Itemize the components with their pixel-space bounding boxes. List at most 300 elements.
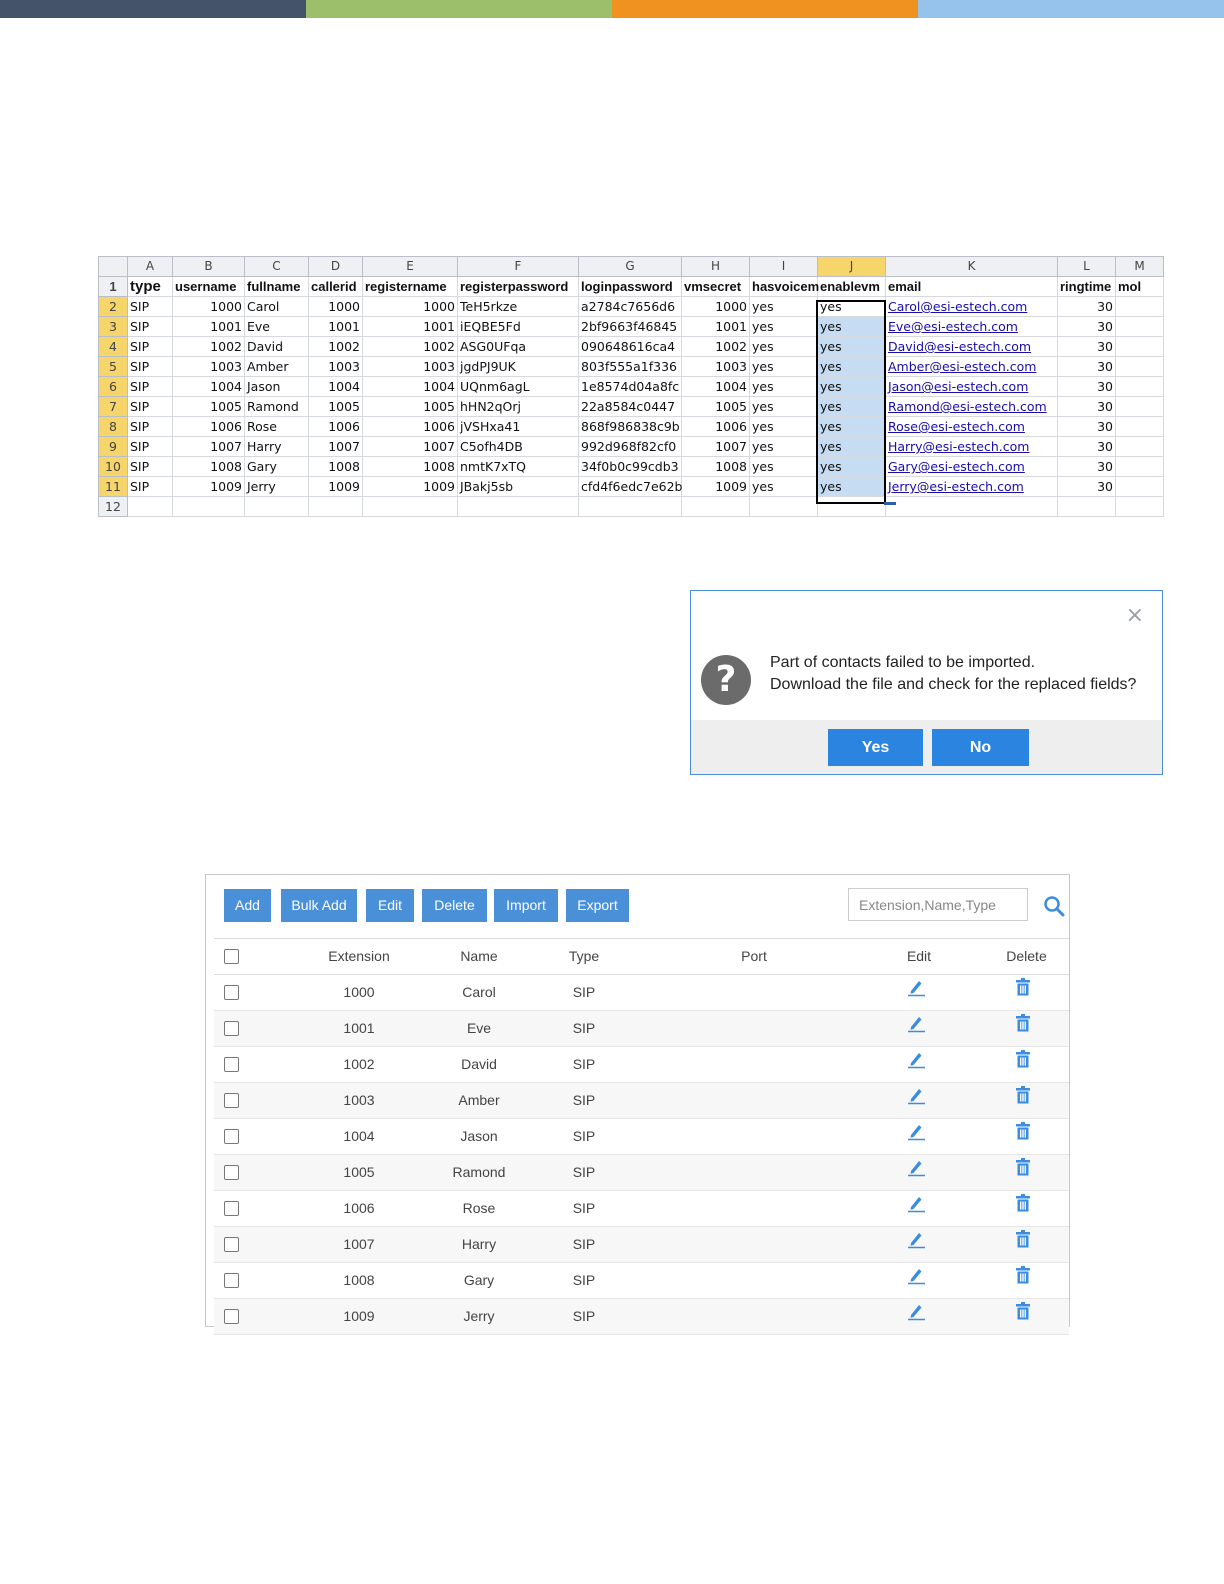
cell-extension: 1005: [343, 1164, 375, 1180]
cell-ringtime[interactable]: 30: [1058, 477, 1116, 497]
cell-hasvoicemail[interactable]: yes: [750, 377, 818, 397]
cell-empty[interactable]: [1116, 297, 1164, 317]
cell-empty[interactable]: [1116, 497, 1164, 517]
cell-email[interactable]: Carol@esi-estech.com: [886, 297, 1058, 317]
cell-fullname[interactable]: Eve: [245, 317, 309, 337]
cell-enablevm[interactable]: yes: [818, 437, 886, 457]
cell-registerpassword[interactable]: JBakj5sb: [458, 477, 579, 497]
cell-name: Ramond: [452, 1164, 506, 1180]
cell-extension: 1003: [343, 1092, 375, 1108]
column-header-l[interactable]: L: [1058, 257, 1116, 277]
cell-callerid[interactable]: 1001: [309, 317, 363, 337]
column-header-f[interactable]: F: [458, 257, 579, 277]
field-header-cell[interactable]: loginpassword: [579, 277, 682, 297]
cell-enablevm[interactable]: yes: [818, 297, 886, 317]
column-header-d[interactable]: D: [309, 257, 363, 277]
field-header-cell[interactable]: fullname: [245, 277, 309, 297]
col-delete: Delete: [1006, 948, 1047, 964]
extension-list-panel: [205, 874, 1070, 1327]
cell-registerpassword[interactable]: jgdPJ9UK: [458, 357, 579, 377]
cell-type[interactable]: SIP: [128, 477, 173, 497]
table-row: [214, 1047, 1069, 1083]
cell-registerpassword[interactable]: nmtK7xTQ: [458, 457, 579, 477]
cell-empty[interactable]: [1116, 337, 1164, 357]
question-icon: ?: [701, 655, 751, 705]
table-header: [214, 938, 1069, 975]
column-header-e[interactable]: E: [363, 257, 458, 277]
table-row: [99, 497, 1164, 517]
cell-type: SIP: [572, 1128, 596, 1144]
import-button[interactable]: Import: [494, 889, 558, 922]
field-header-cell[interactable]: registerpassword: [458, 277, 579, 297]
cell-vmsecret[interactable]: 1003: [682, 357, 750, 377]
table-row: [214, 1263, 1069, 1299]
cell-enablevm[interactable]: yes: [818, 337, 886, 357]
edit-icon[interactable]: [906, 1263, 926, 1283]
field-header-cell[interactable]: email: [886, 277, 1058, 297]
cell-type: SIP: [572, 1056, 596, 1072]
cell-enablevm[interactable]: yes: [818, 377, 886, 397]
cell-loginpassword[interactable]: 34f0b0c99cdb3: [579, 457, 682, 477]
cell-extension: 1009: [343, 1308, 375, 1324]
cell-hasvoicemail[interactable]: yes: [750, 357, 818, 377]
cell-empty[interactable]: [579, 497, 682, 517]
cell-empty[interactable]: [886, 497, 1058, 517]
cell-extension: 1000: [343, 984, 375, 1000]
edit-icon[interactable]: [906, 1191, 926, 1211]
table-row: [99, 397, 1164, 417]
cell-username[interactable]: 1000: [173, 297, 245, 317]
cell-fullname[interactable]: David: [245, 337, 309, 357]
row-header[interactable]: 1: [99, 277, 128, 297]
cell-extension: 1008: [343, 1272, 375, 1288]
cell-fullname[interactable]: Jerry: [245, 477, 309, 497]
cell-fullname[interactable]: Jason: [245, 377, 309, 397]
column-header-k[interactable]: K: [886, 257, 1058, 277]
cell-username[interactable]: 1003: [173, 357, 245, 377]
cell-callerid[interactable]: 1003: [309, 357, 363, 377]
table-row: [214, 1155, 1069, 1191]
cell-type[interactable]: SIP: [128, 377, 173, 397]
row-header[interactable]: 4: [99, 337, 128, 357]
cell-loginpassword[interactable]: 992d968f82cf0: [579, 437, 682, 457]
table-row: [214, 1299, 1069, 1335]
cell-registername[interactable]: 1001: [363, 317, 458, 337]
cell-fullname[interactable]: Harry: [245, 437, 309, 457]
row-header[interactable]: 10: [99, 457, 128, 477]
trash-icon[interactable]: [1013, 1227, 1033, 1247]
cell-registerpassword[interactable]: TeH5rkze: [458, 297, 579, 317]
trash-icon[interactable]: [1013, 1155, 1033, 1175]
cell-extension: 1007: [343, 1236, 375, 1252]
cell-extension: 1006: [343, 1200, 375, 1216]
cell-hasvoicemail[interactable]: yes: [750, 417, 818, 437]
yes-button[interactable]: Yes: [828, 729, 923, 766]
cell-fullname[interactable]: Carol: [245, 297, 309, 317]
row-header[interactable]: 5: [99, 357, 128, 377]
row-header[interactable]: 3: [99, 317, 128, 337]
cell-fullname[interactable]: Amber: [245, 357, 309, 377]
cell-name: Gary: [463, 1272, 495, 1288]
cell-username[interactable]: 1001: [173, 317, 245, 337]
cell-loginpassword[interactable]: 1e8574d04a8fc: [579, 377, 682, 397]
cell-callerid[interactable]: 1007: [309, 437, 363, 457]
column-header-i[interactable]: I: [750, 257, 818, 277]
cell-email[interactable]: Rose@esi-estech.com: [886, 417, 1058, 437]
cell-username[interactable]: 1009: [173, 477, 245, 497]
cell-type[interactable]: SIP: [128, 457, 173, 477]
edit-icon[interactable]: [906, 1227, 926, 1247]
cell-enablevm[interactable]: yes: [818, 457, 886, 477]
column-header-c[interactable]: C: [245, 257, 309, 277]
cell-callerid[interactable]: 1004: [309, 377, 363, 397]
cell-extension: 1004: [343, 1128, 375, 1144]
cell-type[interactable]: SIP: [128, 397, 173, 417]
table-row: [99, 377, 1164, 397]
trash-icon[interactable]: [1013, 1263, 1033, 1283]
cell-empty[interactable]: [173, 497, 245, 517]
cell-type: SIP: [572, 1308, 596, 1324]
cell-empty[interactable]: [1116, 397, 1164, 417]
cell-type[interactable]: SIP: [128, 437, 173, 457]
field-header-cell[interactable]: mol: [1116, 277, 1164, 297]
cell-username[interactable]: 1005: [173, 397, 245, 417]
cell-registername[interactable]: 1009: [363, 477, 458, 497]
row-header[interactable]: 8: [99, 417, 128, 437]
cell-type: SIP: [572, 1272, 596, 1288]
cell-registerpassword[interactable]: ASG0UFqa: [458, 337, 579, 357]
field-header-cell[interactable]: callerid: [309, 277, 363, 297]
field-header-cell[interactable]: username: [173, 277, 245, 297]
cell-type: SIP: [572, 1020, 596, 1036]
cell-email[interactable]: Jason@esi-estech.com: [886, 377, 1058, 397]
cell-vmsecret[interactable]: 1006: [682, 417, 750, 437]
cell-registerpassword[interactable]: C5ofh4DB: [458, 437, 579, 457]
dialog-footer: [691, 720, 1162, 774]
cell-loginpassword[interactable]: 2bf9663f46845: [579, 317, 682, 337]
spreadsheet-grid: [98, 256, 1164, 517]
cell-callerid[interactable]: 1008: [309, 457, 363, 477]
row-checkbox[interactable]: [224, 1201, 239, 1216]
col-edit: Edit: [906, 948, 932, 964]
spreadsheet: [98, 256, 1145, 522]
cell-name: Amber: [458, 1092, 500, 1108]
table-row: [214, 1119, 1069, 1155]
cell-ringtime[interactable]: 30: [1058, 457, 1116, 477]
col-name[interactable]: Name: [460, 948, 498, 964]
cell-email[interactable]: Amber@esi-estech.com: [886, 357, 1058, 377]
cell-name: Harry: [461, 1236, 497, 1252]
row-checkbox[interactable]: [224, 1129, 239, 1144]
cell-vmsecret[interactable]: 1004: [682, 377, 750, 397]
cell-email[interactable]: Gary@esi-estech.com: [886, 457, 1058, 477]
trash-icon[interactable]: [1013, 1299, 1033, 1319]
table-row: [99, 457, 1164, 477]
row-header[interactable]: 6: [99, 377, 128, 397]
cell-name: Jason: [460, 1128, 498, 1144]
cell-registername[interactable]: 1003: [363, 357, 458, 377]
cell-empty[interactable]: [1116, 417, 1164, 437]
cell-type: SIP: [572, 1164, 596, 1180]
col-extension[interactable]: Extension: [328, 948, 390, 964]
cell-enablevm[interactable]: yes: [818, 317, 886, 337]
cell-fullname[interactable]: Ramond: [245, 397, 309, 417]
table-row: [99, 317, 1164, 337]
cell-empty[interactable]: [309, 497, 363, 517]
cell-empty[interactable]: [750, 497, 818, 517]
cell-vmsecret[interactable]: 1009: [682, 477, 750, 497]
cell-type: SIP: [572, 984, 596, 1000]
top-color-bar: [0, 0, 1224, 18]
cell-enablevm[interactable]: yes: [818, 357, 886, 377]
field-header-cell[interactable]: type: [128, 277, 173, 297]
cell-registername[interactable]: 1002: [363, 337, 458, 357]
cell-empty[interactable]: [1058, 497, 1116, 517]
cell-fullname[interactable]: Gary: [245, 457, 309, 477]
dialog-message: [770, 652, 1136, 696]
cell-vmsecret[interactable]: 1008: [682, 457, 750, 477]
bar-segment-3: [612, 0, 918, 18]
trash-icon[interactable]: [1013, 1191, 1033, 1211]
cell-email[interactable]: Jerry@esi-estech.com: [886, 477, 1058, 497]
cell-hasvoicemail[interactable]: yes: [750, 457, 818, 477]
cell-email[interactable]: Harry@esi-estech.com: [886, 437, 1058, 457]
row-header[interactable]: 7: [99, 397, 128, 417]
row-checkbox[interactable]: [224, 1237, 239, 1252]
cell-registername[interactable]: 1000: [363, 297, 458, 317]
table-row: [99, 477, 1164, 497]
add-button[interactable]: Add: [224, 889, 271, 922]
cell-empty[interactable]: [818, 497, 886, 517]
row-header[interactable]: 11: [99, 477, 128, 497]
cell-loginpassword[interactable]: 22a8584c0447: [579, 397, 682, 417]
row-header[interactable]: 2: [99, 297, 128, 317]
col-port: Port: [741, 948, 767, 964]
cell-hasvoicemail[interactable]: yes: [750, 477, 818, 497]
cell-type[interactable]: SIP: [128, 297, 173, 317]
cell-empty[interactable]: [128, 497, 173, 517]
table-row: [214, 975, 1069, 1011]
cell-ringtime[interactable]: 30: [1058, 317, 1116, 337]
cell-email[interactable]: David@esi-estech.com: [886, 337, 1058, 357]
row-header[interactable]: 12: [99, 497, 128, 517]
table-row: [99, 297, 1164, 317]
dialog-message-line2: Download the file and check for the replaced fields?: [770, 676, 1137, 693]
cell-empty[interactable]: [1116, 457, 1164, 477]
edit-icon[interactable]: [906, 1011, 926, 1031]
cell-ringtime[interactable]: 30: [1058, 377, 1116, 397]
table-row: [99, 337, 1164, 357]
cell-empty[interactable]: [1116, 317, 1164, 337]
cell-ringtime[interactable]: 30: [1058, 297, 1116, 317]
edit-icon[interactable]: [906, 1047, 926, 1067]
edit-icon[interactable]: [906, 975, 926, 995]
no-button[interactable]: No: [932, 729, 1029, 766]
column-header-h[interactable]: H: [682, 257, 750, 277]
cell-registerpassword[interactable]: hHN2qOrj: [458, 397, 579, 417]
close-icon[interactable]: ×: [1125, 603, 1144, 628]
cell-loginpassword[interactable]: 868f986838c9b: [579, 417, 682, 437]
select-all-checkbox[interactable]: [224, 949, 239, 964]
cell-name: David: [461, 1056, 497, 1072]
select-all-corner[interactable]: [99, 257, 128, 277]
cell-registername[interactable]: 1006: [363, 417, 458, 437]
cell-ringtime[interactable]: 30: [1058, 397, 1116, 417]
cell-empty[interactable]: [363, 497, 458, 517]
field-header-cell[interactable]: hasvoicem: [750, 277, 818, 297]
export-button[interactable]: Export: [566, 889, 629, 922]
cell-vmsecret[interactable]: 1007: [682, 437, 750, 457]
table-row: [99, 417, 1164, 437]
cell-name: Carol: [462, 984, 496, 1000]
cell-type[interactable]: SIP: [128, 357, 173, 377]
cell-enablevm[interactable]: yes: [818, 397, 886, 417]
cell-registername[interactable]: 1004: [363, 377, 458, 397]
extension-table: [214, 938, 1069, 1335]
cell-ringtime[interactable]: 30: [1058, 437, 1116, 457]
cell-type: SIP: [572, 1236, 596, 1252]
import-failed-dialog: [690, 590, 1163, 775]
cell-registername[interactable]: 1005: [363, 397, 458, 417]
row-checkbox[interactable]: [224, 1273, 239, 1288]
cell-loginpassword[interactable]: 090648616ca4: [579, 337, 682, 357]
cell-extension: 1002: [343, 1056, 375, 1072]
field-header-row: [99, 277, 1164, 297]
cell-username[interactable]: 1004: [173, 377, 245, 397]
edit-icon[interactable]: [906, 1083, 926, 1103]
table-row: [214, 1227, 1069, 1263]
cell-type: SIP: [572, 1200, 596, 1216]
cell-callerid[interactable]: 1000: [309, 297, 363, 317]
cell-callerid[interactable]: 1009: [309, 477, 363, 497]
cell-enablevm[interactable]: yes: [818, 477, 886, 497]
cell-registername[interactable]: 1008: [363, 457, 458, 477]
edit-icon[interactable]: [906, 1155, 926, 1175]
cell-type[interactable]: SIP: [128, 337, 173, 357]
cell-fullname[interactable]: Rose: [245, 417, 309, 437]
column-header-b[interactable]: B: [173, 257, 245, 277]
column-header-j[interactable]: J: [818, 257, 886, 277]
edit-button[interactable]: Edit: [366, 889, 414, 922]
cell-enablevm[interactable]: yes: [818, 417, 886, 437]
cell-username[interactable]: 1007: [173, 437, 245, 457]
row-header[interactable]: 9: [99, 437, 128, 457]
cell-email[interactable]: Eve@esi-estech.com: [886, 317, 1058, 337]
column-header-a[interactable]: A: [128, 257, 173, 277]
cell-extension: 1001: [343, 1020, 375, 1036]
trash-icon[interactable]: [1013, 1119, 1033, 1139]
cell-registerpassword[interactable]: jVSHxa41: [458, 417, 579, 437]
table-row: [99, 357, 1164, 377]
row-checkbox[interactable]: [224, 1057, 239, 1072]
table-row: [214, 1011, 1069, 1047]
cell-vmsecret[interactable]: 1005: [682, 397, 750, 417]
bar-segment-2: [306, 0, 612, 18]
cell-hasvoicemail[interactable]: yes: [750, 337, 818, 357]
edit-icon[interactable]: [906, 1299, 926, 1319]
cell-loginpassword[interactable]: cfd4f6edc7e62b: [579, 477, 682, 497]
cell-empty[interactable]: [245, 497, 309, 517]
delete-button[interactable]: Delete: [422, 889, 487, 922]
cell-empty[interactable]: [458, 497, 579, 517]
row-checkbox[interactable]: [224, 1093, 239, 1108]
cell-type: SIP: [572, 1092, 596, 1108]
cell-loginpassword[interactable]: a2784c7656d6: [579, 297, 682, 317]
cell-name: Rose: [462, 1200, 496, 1216]
cell-callerid[interactable]: 1005: [309, 397, 363, 417]
cell-username[interactable]: 1002: [173, 337, 245, 357]
trash-icon[interactable]: [1013, 1047, 1033, 1067]
cell-empty[interactable]: [1116, 477, 1164, 497]
field-header-cell[interactable]: vmsecret: [682, 277, 750, 297]
bar-segment-1: [0, 0, 306, 18]
table-row: [214, 1191, 1069, 1227]
cell-hasvoicemail[interactable]: yes: [750, 437, 818, 457]
cell-empty[interactable]: [1116, 357, 1164, 377]
field-header-cell[interactable]: ringtime: [1058, 277, 1116, 297]
cell-username[interactable]: 1008: [173, 457, 245, 477]
trash-icon[interactable]: [1013, 1011, 1033, 1031]
search-icon[interactable]: [1043, 895, 1065, 917]
cell-name: Jerry: [463, 1308, 495, 1324]
cell-loginpassword[interactable]: 803f555a1f336: [579, 357, 682, 377]
cell-callerid[interactable]: 1006: [309, 417, 363, 437]
field-header-cell[interactable]: registername: [363, 277, 458, 297]
search-input[interactable]: Extension,Name,Type: [848, 888, 1028, 921]
row-checkbox[interactable]: [224, 1165, 239, 1180]
cell-registerpassword[interactable]: iEQBE5Fd: [458, 317, 579, 337]
edit-icon[interactable]: [906, 1119, 926, 1139]
fill-handle[interactable]: [884, 502, 896, 505]
field-header-cell[interactable]: enablevm: [818, 277, 886, 297]
cell-empty[interactable]: [682, 497, 750, 517]
cell-type[interactable]: SIP: [128, 317, 173, 337]
row-checkbox[interactable]: [224, 1021, 239, 1036]
column-header-m[interactable]: M: [1116, 257, 1164, 277]
cell-vmsecret[interactable]: 1000: [682, 297, 750, 317]
table-row: [214, 1083, 1069, 1119]
column-header-row: [99, 257, 1164, 277]
cell-hasvoicemail[interactable]: yes: [750, 397, 818, 417]
cell-type[interactable]: SIP: [128, 417, 173, 437]
bulk-add-button[interactable]: Bulk Add: [281, 889, 357, 922]
cell-username[interactable]: 1006: [173, 417, 245, 437]
cell-email[interactable]: Ramond@esi-estech.com: [886, 397, 1058, 417]
column-header-g[interactable]: G: [579, 257, 682, 277]
cell-hasvoicemail[interactable]: yes: [750, 297, 818, 317]
cell-vmsecret[interactable]: 1001: [682, 317, 750, 337]
table-row: [99, 437, 1164, 457]
cell-callerid[interactable]: 1002: [309, 337, 363, 357]
cell-ringtime[interactable]: 30: [1058, 417, 1116, 437]
cell-ringtime[interactable]: 30: [1058, 357, 1116, 377]
cell-vmsecret[interactable]: 1002: [682, 337, 750, 357]
cell-name: Eve: [466, 1020, 492, 1036]
cell-empty[interactable]: [1116, 437, 1164, 457]
trash-icon[interactable]: [1013, 1083, 1033, 1103]
dialog-message-line1: Part of contacts failed to be imported.: [770, 654, 1036, 671]
cell-empty[interactable]: [1116, 377, 1164, 397]
cell-registerpassword[interactable]: UQnm6agL: [458, 377, 579, 397]
cell-hasvoicemail[interactable]: yes: [750, 317, 818, 337]
cell-registername[interactable]: 1007: [363, 437, 458, 457]
col-type[interactable]: Type: [568, 948, 600, 964]
cell-ringtime[interactable]: 30: [1058, 337, 1116, 357]
row-checkbox[interactable]: [224, 985, 239, 1000]
row-checkbox[interactable]: [224, 1309, 239, 1324]
trash-icon[interactable]: [1013, 975, 1033, 995]
bar-segment-4: [918, 0, 1224, 18]
